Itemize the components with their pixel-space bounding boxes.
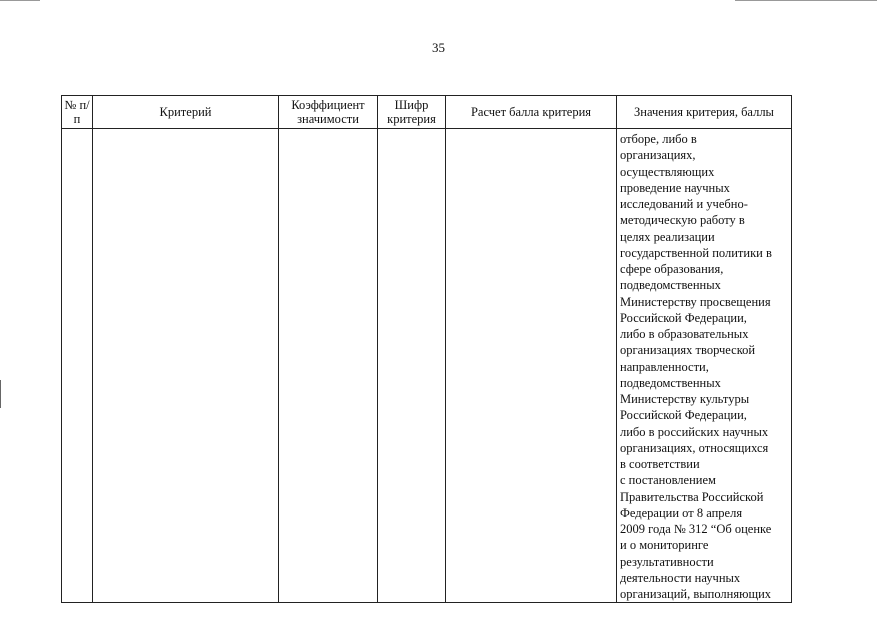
values-line: Правительства Российской	[620, 489, 764, 504]
values-line: Министерству просвещения	[620, 294, 771, 309]
values-line: либо в российских научных	[620, 424, 769, 439]
values-line: организациях,	[620, 148, 696, 163]
values-line: целях реализации	[620, 229, 715, 244]
values-line: подведомственных	[620, 375, 721, 390]
scan-edge-top-right	[735, 0, 877, 1]
values-line: государственной политики в	[620, 245, 772, 260]
values-line: деятельности научных	[620, 570, 741, 585]
cell-num	[62, 129, 93, 603]
values-line: Российской Федерации,	[620, 408, 747, 423]
header-num: № п/п	[62, 96, 93, 129]
values-line: проведение научных	[620, 180, 730, 195]
scan-edge-mark	[0, 380, 1, 408]
header-calculation: Расчет балла критерия	[446, 96, 617, 129]
criteria-table	[61, 95, 792, 603]
values-line: исследований и учебно-	[620, 197, 748, 211]
values-line: с постановлением	[620, 473, 716, 488]
header-values: Значения критерия, баллы	[617, 96, 792, 129]
values-line: Федерации от 8 апреля	[620, 505, 743, 520]
values-line: организаций, выполняющих	[620, 587, 772, 601]
cell-coefficient	[279, 129, 378, 603]
values-line: либо в образовательных	[620, 327, 749, 341]
values-line: и о мониторинге	[620, 538, 709, 553]
values-line: организациях творческой	[620, 343, 756, 358]
cell-criterion	[93, 129, 279, 603]
header-coefficient: Коэффициент значимости	[279, 96, 378, 129]
table-header-row	[62, 96, 792, 129]
values-line: методическую работу в	[620, 213, 745, 228]
values-line: сфере образования,	[620, 262, 724, 276]
scan-edge-top-left	[0, 0, 40, 1]
values-line: 2009 года № 312 “Об оценке	[620, 522, 772, 536]
cell-code	[378, 129, 446, 603]
values-line: в соответствии	[620, 457, 700, 471]
values-line: Российской Федерации,	[620, 310, 747, 325]
values-line: Министерству культуры	[620, 392, 750, 406]
header-criterion: Критерий	[93, 96, 279, 129]
header-code: Шифр критерия	[378, 96, 446, 129]
cell-calculation	[446, 129, 617, 603]
values-line: результативности	[620, 554, 714, 569]
cell-values	[617, 129, 792, 603]
values-line: организациях, относящихся	[620, 440, 769, 455]
values-line: отборе, либо в	[620, 132, 697, 146]
table-row	[62, 129, 792, 603]
page-number: 35	[432, 40, 445, 55]
values-line: осуществляющих	[620, 164, 715, 179]
values-line: подведомственных	[620, 278, 721, 293]
values-line: направленности,	[620, 359, 709, 374]
